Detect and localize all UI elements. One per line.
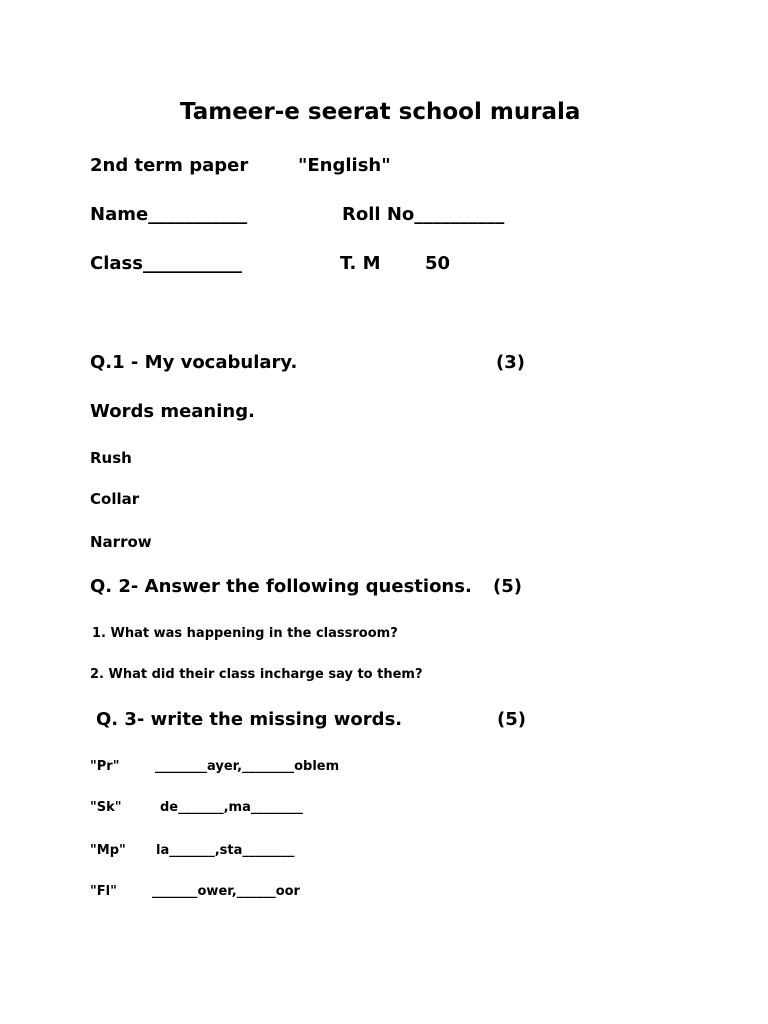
q3-row-blanks: la_______,sta________ <box>156 843 295 858</box>
q3-marks: (5) <box>497 709 526 730</box>
vocab-word: Collar <box>90 490 140 508</box>
q2-question: 2. What did their class incharge say to them? <box>90 667 423 682</box>
vocab-word: Narrow <box>90 533 152 551</box>
q1-marks: (3) <box>496 352 525 373</box>
q3-row-key: "Mp" <box>90 843 126 858</box>
q2-heading: Q. 2- Answer the following questions. <box>90 576 472 597</box>
q2-marks: (5) <box>493 576 522 597</box>
total-marks-label: T. M <box>340 253 381 274</box>
roll-no-field: Roll No__________ <box>342 204 505 225</box>
q1-subheading: Words meaning. <box>90 401 255 422</box>
subject-label: "English" <box>298 155 391 176</box>
vocab-word: Rush <box>90 449 132 467</box>
q3-heading: Q. 3- write the missing words. <box>96 709 403 730</box>
q3-row-key: "Sk" <box>90 800 122 815</box>
q3-row-blanks: de_______,ma________ <box>160 800 303 815</box>
paper-label: 2nd term paper <box>90 155 249 176</box>
q3-row-blanks: ________ayer,________oblem <box>155 759 340 774</box>
q1-heading: Q.1 - My vocabulary. <box>90 352 298 373</box>
name-field: Name___________ <box>90 204 248 225</box>
class-field: Class___________ <box>90 253 242 274</box>
total-marks-value: 50 <box>425 253 451 274</box>
q3-row-key: "Fl" <box>90 884 117 899</box>
school-title: Tameer-e seerat school murala <box>180 99 581 125</box>
q3-row-key: "Pr" <box>90 759 120 774</box>
q2-question: 1. What was happening in the classroom? <box>92 626 398 641</box>
q3-row-blanks: _______ower,______oor <box>152 884 300 899</box>
